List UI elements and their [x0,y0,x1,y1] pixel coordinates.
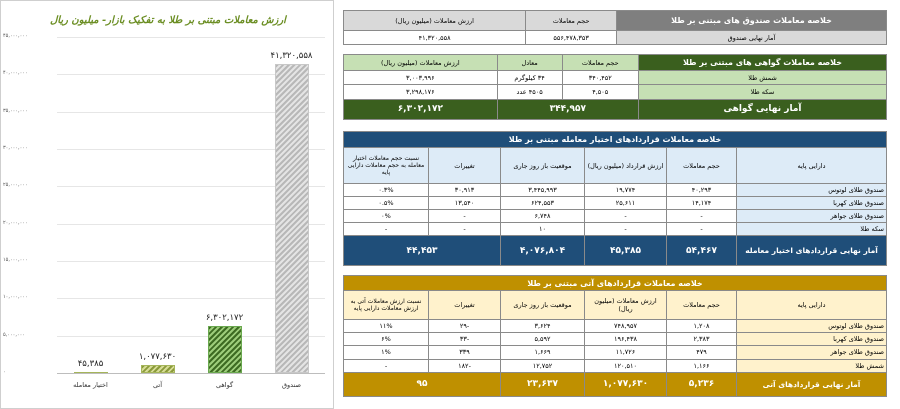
options-col-open: موقعیت باز روز جاری [501,148,585,184]
options-row [344,184,887,197]
futures-row-name: صندوق طلای جواهر [737,346,887,359]
options-row-open: ۶,۷۴۸ [501,210,585,223]
futures-total-label: آمار نهایی قراردادهای آتی [737,372,887,396]
futures-col-change: تغییرات [429,291,501,320]
options-row-open: ۱۰ [501,223,585,236]
cert-row-equiv: ۳۴ کیلوگرم [497,71,562,85]
funds-volume: ۵۵۶,۴۷۸,۳۵۳ [526,31,617,45]
cert-row-volume: ۳۴۰,۴۵۲ [562,71,639,85]
futures-row-change: -۳۳ [429,333,501,346]
cert-row [344,85,887,99]
cert-col-equiv: معادل [497,55,562,71]
options-total-volume: ۵۴,۴۶۷ [667,236,737,266]
futures-row-ratio: ۱% [344,346,429,359]
cert-row-name: شمش طلا [639,71,887,85]
options-row-name: سکه طلا [737,223,887,236]
chart-title: ارزش معاملات مبتنی بر طلا به تفکیک بازار- میلیون ریال [50,15,286,26]
futures-row [344,333,887,346]
futures-row-open: ۱۲,۷۵۲ [501,359,585,372]
y-tick-label: ۲۵,۰۰۰,۰۰۰ [3,182,28,189]
options-row-change: - [429,223,501,236]
funds-title: خلاصه معاملات صندوق های مبتنی بر طلا [617,11,887,31]
futures-title: خلاصه معاملات قراردادهای آتی مبتنی بر طلا [344,276,887,291]
cert-row-value: ۳,۲۹۸,۱۷۶ [344,85,498,99]
options-row-volume: - [667,210,737,223]
options-total-change: ۴۴,۴۵۳ [344,236,501,266]
options-row-value: ۲۵,۶۱۱ [585,197,667,210]
y-tick-label: ۱۵,۰۰۰,۰۰۰ [3,257,28,263]
funds-col-value: ارزش معاملات (میلیون ریال) [344,11,526,31]
options-row-change: - [429,210,501,223]
cert-total-volume: ۳۴۴,۹۵۷ [497,99,638,119]
futures-col-volume: حجم معاملات [667,291,737,320]
options-row [344,210,887,223]
options-col-volume: حجم معاملات [667,148,737,184]
y-tick-label: ۰ [3,369,6,375]
y-tick-label: ۳۰,۰۰۰,۰۰۰ [3,145,28,151]
futures-row [344,346,887,359]
options-col-ratio: نسبت حجم معاملات اختیار معامله به حجم معاملات دارایی پایه [344,148,429,184]
y-tick-label: ۲۰,۰۰۰,۰۰۰ [3,219,28,226]
options-row-ratio: ۰.۳% [344,184,429,197]
futures-row-name: شمش طلا [737,359,887,372]
x-tick-label: گواهی [215,381,234,389]
options-row-volume: - [667,223,737,236]
options-row [344,223,887,236]
futures-total-open: ۲۳,۶۳۷ [501,372,585,396]
bar-value-label: ۱,۰۷۷,۶۳۰ [138,351,177,362]
cert-row-equiv: ۴۵۰۵ عدد [497,85,562,99]
futures-row-open: ۵,۵۹۲ [501,333,585,346]
futures-total-volume: ۵,۲۳۶ [667,372,737,396]
y-tick-label: ۵,۰۰۰,۰۰۰ [3,331,25,338]
options-row-ratio: - [344,223,429,236]
options-total-open: ۴,۰۷۶,۸۰۴ [501,236,585,266]
futures-row-change: -۲۹ [429,319,501,332]
options-total-value: ۴۵,۳۸۵ [585,236,667,266]
options-row-volume: ۴۰,۲۹۳ [667,184,737,197]
bar-value-label: ۴۱,۳۲۰,۵۵۸ [270,51,313,62]
options-row-ratio: ۰% [344,210,429,223]
futures-row-value: ۱۱,۷۲۶ [585,346,667,359]
bar [275,64,309,373]
funds-row-label: آمار نهایی صندوق [617,31,887,45]
x-axis-line [57,373,325,374]
x-tick-label: صندوق [281,381,302,389]
options-row-change: ۳۰,۹۱۳ [429,184,501,197]
cert-row-volume: ۴,۵۰۵ [562,85,639,99]
futures-row-value: ۱۹۶,۴۳۸ [585,333,667,346]
futures-row-value: ۷۴۸,۹۵۷ [585,319,667,332]
cert-col-volume: حجم معاملات [562,55,639,71]
options-row-open: ۶۲۴,۵۵۳ [501,197,585,210]
options-row-name: صندوق طلای جواهر [737,210,887,223]
futures-total-change: ۹۵ [344,372,501,396]
funds-table [343,10,887,45]
options-row-volume: ۱۴,۱۷۴ [667,197,737,210]
bar [141,365,175,373]
options-table [343,131,887,266]
options-total-label: آمار نهایی قراردادهای اختیار معامله [737,236,887,266]
bar [208,326,242,373]
futures-row-change: ۳۳۹ [429,346,501,359]
cert-row-name: سکه طلا [639,85,887,99]
cert-row [344,71,887,85]
options-row-open: ۳,۴۴۵,۹۹۳ [501,184,585,197]
options-col-change: تغییرات [429,148,501,184]
futures-row-change: -۱۸۲ [429,359,501,372]
cert-total-value: ۶,۳۰۲,۱۷۲ [344,99,498,119]
futures-row-ratio: - [344,359,429,372]
options-row-change: ۱۳,۵۴۰ [429,197,501,210]
futures-row-volume: ۲,۳۸۳ [667,333,737,346]
futures-row-open: ۳,۶۲۴ [501,319,585,332]
y-tick-label: ۴۰,۰۰۰,۰۰۰ [3,70,28,77]
futures-total-value: ۱,۰۷۷,۶۳۰ [585,372,667,396]
futures-row [344,359,887,372]
futures-row-value: ۱۲۰,۵۱۰ [585,359,667,372]
bar-value-label: ۶,۳۰۲,۱۷۲ [205,312,244,323]
options-row-value: ۱۹,۷۷۴ [585,184,667,197]
x-tick-label: آتی [152,381,163,389]
bar-value-label: ۴۵,۳۸۵ [77,359,104,369]
futures-row [344,319,887,332]
futures-row-open: ۱,۶۶۹ [501,346,585,359]
futures-row-volume: ۴۷۹ [667,346,737,359]
futures-col-asset: دارایی پایه [737,291,887,320]
funds-value: ۴۱,۳۲۰,۵۵۸ [344,31,526,45]
options-row [344,197,887,210]
cert-row-value: ۳,۰۰۳,۹۹۶ [344,71,498,85]
y-tick-label: ۴۵,۰۰۰,۰۰۰ [3,33,28,39]
futures-row-volume: ۱,۱۶۶ [667,359,737,372]
options-row-value: - [585,223,667,236]
cert-col-value: ارزش معاملات (میلیون ریال) [344,55,498,71]
chart-panel [0,0,334,409]
cert-table [343,54,887,120]
futures-table [343,275,887,397]
futures-col-ratio: نسبت ارزش معاملات آتی به ارزش معاملات دارایی پایه [344,291,429,320]
cert-title: خلاصه معاملات گواهی های مبتنی بر طلا [639,55,887,71]
options-title: خلاصه معاملات قراردادهای اختیار معامله مبتنی بر طلا [344,132,887,148]
futures-col-open: موقعیت باز روز جاری [501,291,585,320]
options-row-name: صندوق طلای لوتوس [737,184,887,197]
futures-row-ratio: ۶% [344,333,429,346]
options-row-name: صندوق طلای کهربا [737,197,887,210]
futures-col-value: ارزش معاملات (میلیون ریال) [585,291,667,320]
options-row-value: - [585,210,667,223]
y-tick-label: ۱۰,۰۰۰,۰۰۰ [3,294,28,301]
futures-row-volume: ۱,۲۰۸ [667,319,737,332]
y-tick-label: ۳۵,۰۰۰,۰۰۰ [3,107,28,114]
x-tick-label: اختیار معامله [73,381,108,389]
futures-row-name: صندوق طلای کهربا [737,333,887,346]
options-row-ratio: ۰.۵% [344,197,429,210]
gridline [57,37,325,38]
futures-row-name: صندوق طلای لوتوس [737,319,887,332]
options-col-value: ارزش قرارداد (میلیون ریال) [585,148,667,184]
options-col-asset: دارایی پایه [737,148,887,184]
futures-row-ratio: ۱۱% [344,319,429,332]
cert-total-label: آمار نهایی گواهی [639,99,887,119]
funds-col-volume: حجم معاملات [526,11,617,31]
